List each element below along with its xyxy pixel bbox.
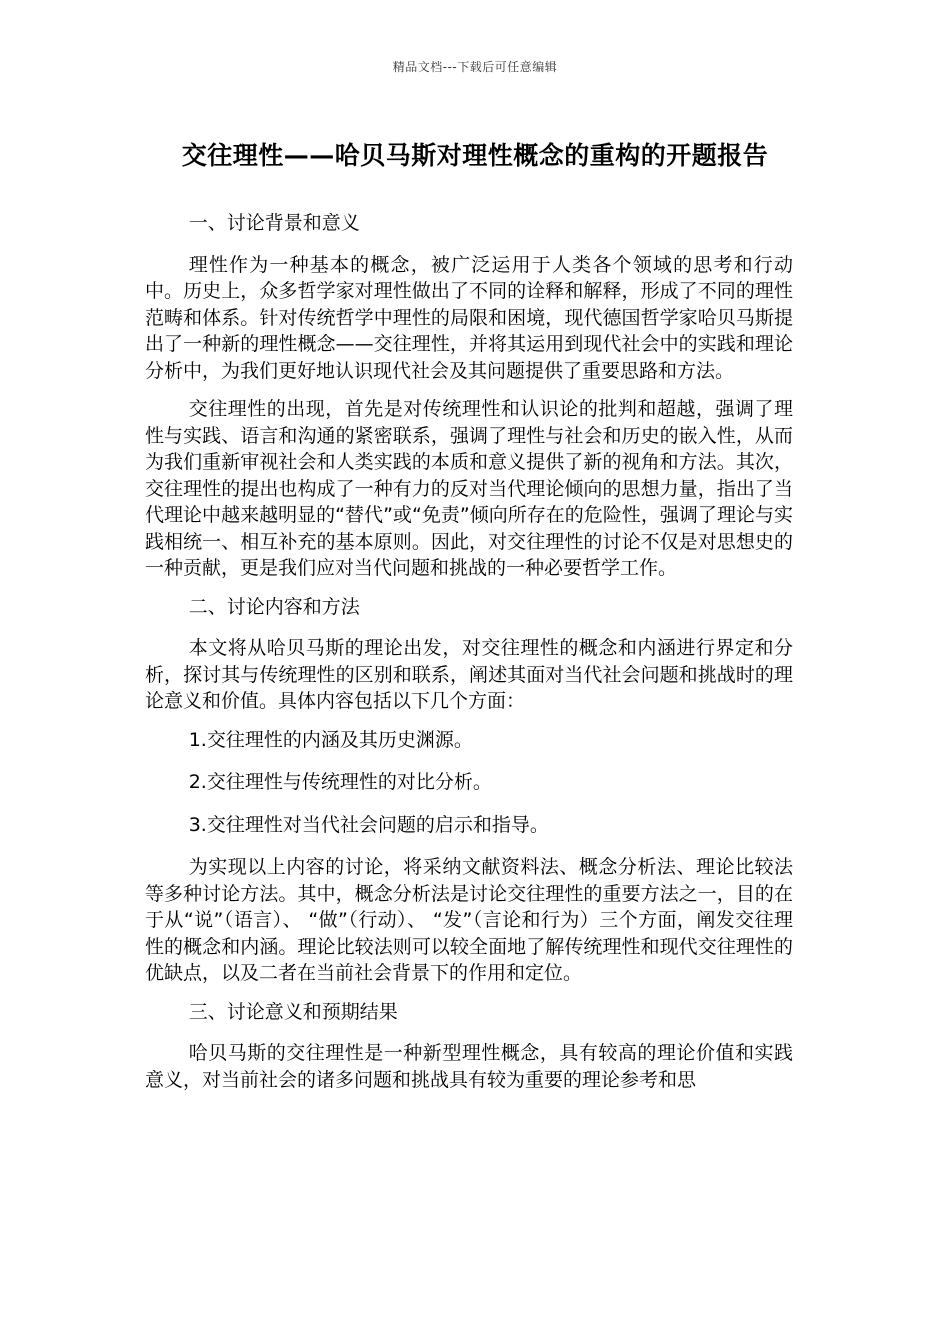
section-heading: 三、讨论意义和预期结果 [188,1000,398,1023]
paragraph: 为实现以上内容的讨论，将采纳文献资料法、概念分析法、理论比较法等多种讨论方法。其中，概念分析法是讨论交往理性的重要方法之一，目的在于从“说”（语言）、 “做”（行动）、 “发”（言论和行为）三个方面，阐发交往理性的概念和内涵。理论比较法则可以较全面地了解传统理性和现代交往理性的优缺点，以及二者在当前社会背景下的作用和定位。 [145,856,793,984]
section-heading: 一、讨论背景和意义 [188,212,360,234]
paragraph: 理性作为一种基本的概念，被广泛运用于人类各个领域的思考和行动中。历史上，众多哲学家对理性做出了不同的诠释和解释，形成了不同的理性范畴和体系。针对传统哲学中理性的局限和困境，现代德国哲学家哈贝马斯提出了一种新的理性概念——交往理性，并将其运用到现代社会中的实践和理论分析中，为我们更好地认识现代社会及其问题提供了重要思路和方法。 [145,253,793,382]
document-title: 交往理性——哈贝马斯对理性概念的重构的开题报告 [181,141,769,170]
list-item: 3.交往理性对当代社会问题的启示和指导。 [188,813,549,836]
paragraph: 本文将从哈贝马斯的理论出发，对交往理性的概念和内涵进行界定和分析，探讨其与传统理性的区别和联系，阐述其面对当代社会问题和挑战时的理论意义和价值。具体内容包括以下几个方面： [145,637,793,712]
header-note: 精品文档---下载后可任意编辑 [392,60,558,74]
list-item: 1.交往理性的内涵及其历史渊源。 [188,728,473,751]
document-body [145,208,793,1093]
paragraph: 哈贝马斯的交往理性是一种新型理性概念，具有较高的理论价值和实践意义，对当前社会的诸多问题和挑战具有较为重要的理论参考和思 [145,1042,793,1091]
list-item: 2.交往理性与传统理性的对比分析。 [188,771,492,793]
paragraph: 交往理性的出现，首先是对传统理性和认识论的批判和超越，强调了理性与实践、语言和沟通的紧密联系，强调了理性与社会和历史的嵌入性，从而为我们重新审视社会和人类实践的本质和意义提供了新的视角和方法。其次，交往理性的提出也构成了一种有力的反对当代理论倾向的思想力量，指出了当代理论中越来越明显的“替代”或“免责”倾向所存在的危险性，强调了理论与实践相统一、相互补充的基本原则。因此，对交往理性的讨论不仅是对思想史的一种贡献，更是我们应对当代问题和挑战的一种必要哲学工作。 [145,398,793,579]
section-heading: 二、讨论内容和方法 [188,595,360,618]
